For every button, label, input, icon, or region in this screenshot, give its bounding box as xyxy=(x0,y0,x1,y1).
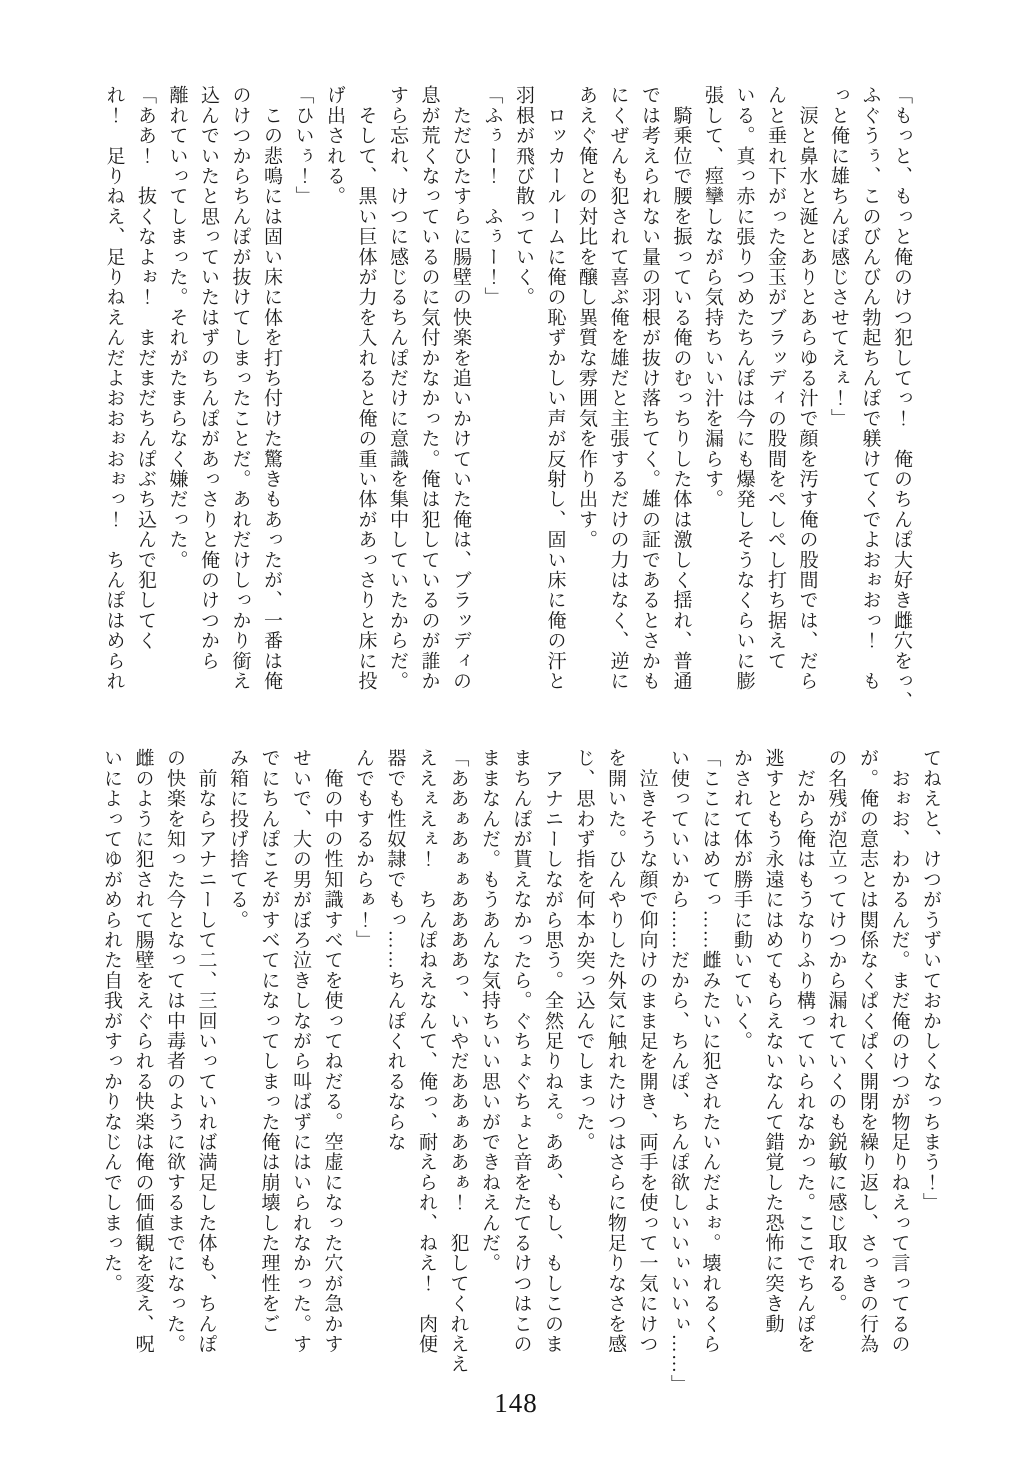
top-text-block xyxy=(98,85,917,737)
text-line: 「ひいぅ！」 xyxy=(292,85,314,207)
text-line: 泣きそうな顔で仰向けのまま足を開き、両手を使って一気にけつ xyxy=(636,748,658,1354)
text-line: この悲鳴には固い床に体を打ち付けた驚きもあったが、一番は俺 xyxy=(261,85,282,691)
text-line: では考えられない量の羽根が抜け落ちてく。雄の証であるとさかも xyxy=(639,85,660,691)
text-line: 涙と鼻水と涎とありとあらゆる汁で顔を汚す俺の股間では、だら xyxy=(796,85,818,691)
text-line: でにちんぽこそがすべてになってしまった俺は崩壊した理性をご xyxy=(258,748,280,1334)
text-line: かされて体が勝手に動いていく。 xyxy=(731,748,752,1051)
text-line: 「ここにはめてっ……雌みたいに犯されたいんだよぉ。壊れるくら xyxy=(699,748,721,1354)
text-line: ロッカールームに俺の恥ずかしい声が反射し、固い床に俺の汗と xyxy=(544,85,566,692)
text-line: げ出される。 xyxy=(324,85,345,207)
text-line: 張して、痙攣しながら気持ちいい汁を漏らす。 xyxy=(702,85,723,510)
text-line: 息が荒くなっているのに気付かなかった。俺は犯しているのが誰か xyxy=(418,85,440,691)
text-line: そして、黒い巨体が力を入れると俺の重い体があっさりと床に投 xyxy=(355,85,377,692)
text-line: アナニーしながら思う。全然足りねえ。ああ、もし、もしこのま xyxy=(542,748,563,1354)
text-line: 「ふぅー！ ふぅー！」 xyxy=(481,85,503,308)
text-line: あえぐ俺との対比を醸し異質な雰囲気を作り出す。 xyxy=(576,85,597,550)
bottom-text-block xyxy=(96,748,947,1400)
text-line: ままなんだ。もうあんな気持ちいい思いができねえんだ。 xyxy=(479,748,500,1274)
text-line: 騎乗位で腰を振っている俺のむっちりした体は激しく揺れ、普通 xyxy=(670,85,692,691)
text-line: んでもするからぁ！」 xyxy=(353,748,374,950)
text-line: すら忘れ、けつに感じるちんぽだけに意識を集中していたからだ。 xyxy=(387,85,408,691)
text-line: ええぇえぇ！ ちんぽねえなんて、俺っ、耐えられ、ねえ！ 肉便 xyxy=(416,748,437,1354)
text-line: っと俺に雄ちんぽ感じさせてえぇ！」 xyxy=(828,85,849,429)
text-line: 込んでいたと思っていたはずのちんぽがあっさりと俺のけつから xyxy=(198,85,219,671)
text-line: まちんぽが貰えなかったら。ぐちょぐちょと音をたてるけつはこの xyxy=(510,748,532,1354)
text-line: み箱に投げ捨てる。 xyxy=(227,748,248,930)
text-line: だから俺はもうなりふり構っていられなかった。ここでちんぽを xyxy=(794,748,815,1354)
text-line: が。俺の意志とは関係なくぱくぱく開閉を繰り返し、さっきの行為 xyxy=(857,748,878,1354)
text-line: いによってゆがめられた自我がすっかりなじんでしまった。 xyxy=(101,748,122,1294)
text-line: 逃すともう永遠にはめてもらえないなんて錯覚した恐怖に突き動 xyxy=(762,748,784,1334)
text-line: 「ああ！ 抜くなよぉ！ まだまだちんぽぶち込んで犯してく xyxy=(135,85,156,651)
text-line: のけつからちんぽが抜けてしまったことだ。あれだけしっかり銜え xyxy=(229,85,251,691)
text-line: じ、思わず指を何本か突っ込んでしまった。 xyxy=(573,748,595,1152)
text-line: いる。真っ赤に張りつめたちんぽは今にも爆発しそうなくらいに膨 xyxy=(733,85,755,691)
text-line: 「もっと、もっと俺のけつ犯してっ！ 俺のちんぽ大好き雌穴をっ、 xyxy=(891,85,912,712)
text-line: 俺の中の性知識すべてを使ってねだる。空虚になった穴が急かす xyxy=(321,748,343,1354)
text-line: ただひたすらに腸壁の快楽を追いかけていた俺は、ブラッディの xyxy=(450,85,471,691)
text-line: 離れていってしまった。それがたまらなく嫌だった。 xyxy=(166,85,188,570)
text-line: ふぐうぅ、このびんびん勃起ちんぽで躾けてくでよおぉおっ！ も xyxy=(859,85,881,691)
text-line: の名残が泡立ってけつから漏れていくのも鋭敏に感じ取れる。 xyxy=(825,748,847,1314)
text-line: 「ああぁあぁぁああああっ、いやだああぁああぁ！ 犯してくれええ xyxy=(447,748,469,1375)
text-line: れ！ 足りねえ、足りねえんだよおおぉおぉっ！ ちんぽはめられ xyxy=(103,85,125,691)
text-line: にくぜんも犯されて喜ぶ俺を雄だと主張するだけの力はなく、逆に xyxy=(607,85,629,691)
text-line: 器でも性奴隷でもっ……ちんぽくれるならな xyxy=(384,748,406,1152)
text-line: せいで、大の男がぼろ泣きしながら叫ばずにはいられなかった。す xyxy=(290,748,311,1354)
text-line: い使っていいから……だから、ちんぽ、ちんぽ欲しいいぃいいぃ……」 xyxy=(668,748,689,1395)
text-line: 雌のように犯されて腸壁をえぐられる快楽は俺の価値観を変え、呪 xyxy=(132,748,154,1354)
text-line: の快楽を知った今となっては中毒者のように欲するまでになった。 xyxy=(164,748,185,1354)
text-line: おぉお、わかるんだ。まだ俺のけつが物足りねえって言ってるの xyxy=(888,748,910,1354)
text-line: てねえと、けつがうずいておかしくなっちまう！」 xyxy=(920,748,941,1213)
page-number: 148 xyxy=(494,1388,538,1418)
text-line: 前ならアナニーして二、三回いっていれば満足した体も、ちんぽ xyxy=(195,748,217,1354)
text-line: 羽根が飛び散っていく。 xyxy=(513,85,534,308)
text-line: んと垂れ下がった金玉がブラッディの股間をぺしぺし打ち据えて xyxy=(765,85,786,671)
text-line: を開いた。ひんやりした外気に触れたけつはさらに物足りなさを感 xyxy=(605,748,626,1354)
